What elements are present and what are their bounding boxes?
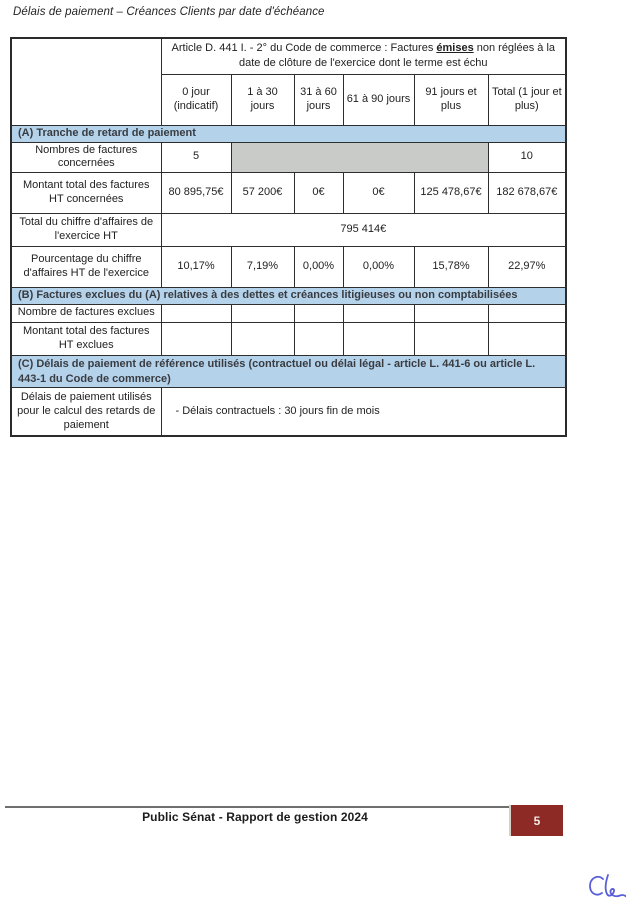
cell-amount-91-plus: 125 478,67€	[414, 173, 488, 214]
section-b-header: (B) Factures exclues du (A) relatives à des dettes et créances litigieuses ou non comptabilisées	[11, 288, 566, 305]
footer-text: Public Sénat - Rapport de gestion 2024	[142, 810, 368, 824]
cell-excluded-count-31-60	[294, 304, 343, 322]
cell-revenue-total: 795 414€	[161, 214, 566, 247]
column-header-0-jour: 0 jour (indicatif)	[161, 74, 231, 125]
cell-invoice-count-0-jour: 5	[161, 142, 231, 173]
cell-amount-0-jour: 80 895,75€	[161, 173, 231, 214]
row-label-invoice-count: Nombres de factures concernées	[11, 142, 161, 173]
handwritten-initials-icon	[586, 872, 626, 912]
cell-excluded-amount-61-90	[343, 322, 414, 355]
section-c-header: (C) Délais de paiement de référence utilisés (contractuel ou délai légal - article L. 441-6 ou article L. 443-1 du Code de commerce)	[11, 355, 566, 388]
column-header-1-30: 1 à 30 jours	[231, 74, 294, 125]
cell-excluded-count-91-plus	[414, 304, 488, 322]
row-label-excluded-count: Nombre de factures exclues	[11, 304, 161, 322]
row-label-invoice-amount: Montant total des factures HT concernées	[11, 173, 161, 214]
article-header-before: Article D. 441 I. - 2° du Code de commerce : Factures	[171, 42, 437, 54]
column-header-61-90: 61 à 90 jours	[343, 74, 414, 125]
footer-rule	[5, 806, 509, 808]
cell-excluded-amount-0-jour	[161, 322, 231, 355]
article-header	[161, 38, 566, 74]
page-number-badge	[509, 805, 563, 836]
column-header-total: Total (1 jour et plus)	[488, 74, 566, 125]
column-header-91-plus: 91 jours et plus	[414, 74, 488, 125]
cell-pct-61-90: 0,00%	[343, 247, 414, 288]
cell-excluded-amount-91-plus	[414, 322, 488, 355]
cell-payment-terms: - Délais contractuels : 30 jours fin de mois	[161, 388, 566, 437]
cell-amount-31-60: 0€	[294, 173, 343, 214]
cell-excluded-amount-total	[488, 322, 566, 355]
page-title: Délais de paiement – Créances Clients par date d'échéance	[13, 6, 325, 18]
cell-excluded-count-1-30	[231, 304, 294, 322]
cell-excluded-count-total	[488, 304, 566, 322]
redacted-cell	[231, 142, 488, 173]
cell-pct-1-30: 7,19%	[231, 247, 294, 288]
cell-pct-total: 22,97%	[488, 247, 566, 288]
cell-excluded-count-61-90	[343, 304, 414, 322]
cell-excluded-count-0-jour	[161, 304, 231, 322]
article-header-after: non réglées à la date de clôture de l'exercice dont le terme est échu	[239, 42, 556, 70]
page-number: 5	[533, 813, 541, 828]
cell-amount-61-90: 0€	[343, 173, 414, 214]
row-label-payment-terms: Délais de paiement utilisés pour le calcul des retards de paiement	[11, 388, 161, 437]
row-label-revenue-total: Total du chiffre d'affaires de l'exercice HT	[11, 214, 161, 247]
cell-amount-1-30: 57 200€	[231, 173, 294, 214]
cell-pct-91-plus: 15,78%	[414, 247, 488, 288]
cell-pct-31-60: 0,00%	[294, 247, 343, 288]
cell-invoice-count-total: 10	[488, 142, 566, 173]
cell-pct-0-jour: 10,17%	[161, 247, 231, 288]
cell-excluded-amount-1-30	[231, 322, 294, 355]
payment-delays-table	[10, 37, 567, 437]
article-header-emphasis: émises	[436, 42, 474, 54]
column-header-31-60: 31 à 60 jours	[294, 74, 343, 125]
blank-corner-cell	[11, 38, 161, 125]
cell-excluded-amount-31-60	[294, 322, 343, 355]
row-label-excluded-amount: Montant total des factures HT exclues	[11, 322, 161, 355]
section-a-header: (A) Tranche de retard de paiement	[11, 125, 566, 142]
row-label-revenue-pct: Pourcentage du chiffre d'affaires HT de l'exercice	[11, 247, 161, 288]
cell-amount-total: 182 678,67€	[488, 173, 566, 214]
